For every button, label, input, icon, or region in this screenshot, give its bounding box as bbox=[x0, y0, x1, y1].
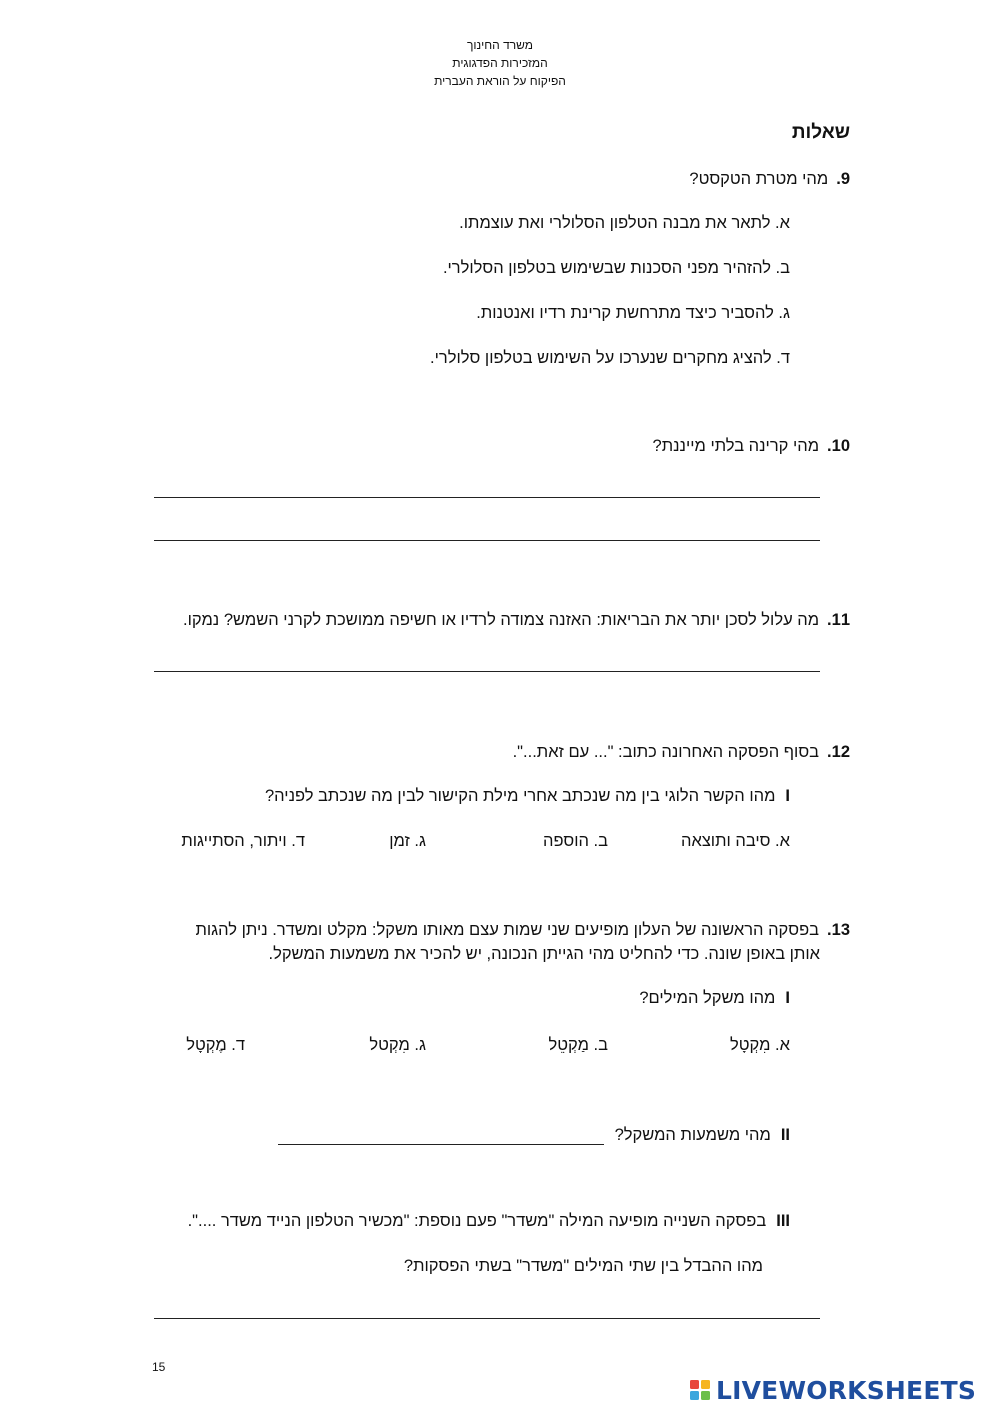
question-12-option-a[interactable]: א. סיבה ותוצאה bbox=[681, 832, 790, 850]
question-9 bbox=[689, 170, 850, 189]
question-13-option-d[interactable]: ד. מֶקְטָל bbox=[186, 1036, 245, 1054]
question-11-number: 11. bbox=[827, 611, 850, 629]
question-12-text: בסוף הפסקה האחרונה כתוב: "... עם זאת...". bbox=[512, 743, 820, 761]
liveworksheets-logo bbox=[690, 1374, 990, 1406]
question-13-option-b[interactable]: ב. מַקְטֵל bbox=[548, 1036, 608, 1054]
header-ministry: משרד החינוך bbox=[466, 38, 534, 52]
question-10-text: מהי קרינה בלתי מייננת? bbox=[652, 437, 820, 455]
question-13-text-line-1: בפסקה הראשונה של העלון מופיעים שני שמות עצם מאותו משקל: מקלט ומשדר. ניתן להגות bbox=[195, 921, 820, 939]
page-number: 15 bbox=[152, 1360, 166, 1374]
logo-block-1 bbox=[690, 1380, 699, 1389]
question-9-number: 9. bbox=[836, 170, 850, 188]
question-10-answer-line-1[interactable] bbox=[154, 479, 820, 498]
question-9-option-d[interactable]: ד. להציג מחקרים שנערכו על השימוש בטלפון סלולרי. bbox=[430, 349, 790, 367]
question-12-part-i-number: I bbox=[785, 787, 790, 805]
question-13-part-iii bbox=[188, 1212, 790, 1231]
question-12-number: 12. bbox=[827, 743, 850, 761]
question-12-option-b[interactable]: ב. הוספה bbox=[543, 832, 608, 850]
question-9-option-a[interactable]: א. לתאר את מבנה הטלפון הסלולרי ואת עוצמתו. bbox=[459, 214, 790, 232]
question-13-part-i-number: I bbox=[785, 989, 790, 1007]
question-13-number: 13. bbox=[827, 921, 850, 939]
question-13-part-ii-number: II bbox=[780, 1126, 790, 1144]
question-13-part-iii-text: בפסקה השנייה מופיעה המילה "משדר" פעם נוספת: "מכשיר הטלפון הנייד משדר ....". bbox=[187, 1212, 767, 1230]
question-11-answer-line[interactable] bbox=[154, 653, 820, 672]
question-12-part-i-text: מהו הקשר הלוגי בין מה שנכתב אחרי מילת הקישור לבין מה שנכתב לפניה? bbox=[264, 787, 776, 805]
question-13-option-a[interactable]: א. מִקְטָל bbox=[730, 1036, 790, 1054]
question-12-part-i bbox=[265, 787, 790, 806]
question-13 bbox=[196, 921, 851, 940]
question-11-text: מה עלול לסכן יותר את הבריאות: האזנה צמודה לרדיו או חשיפה ממושכת לקרני השמש? נמקו. bbox=[183, 611, 820, 629]
question-13-part-iii-answer-line[interactable] bbox=[154, 1300, 820, 1319]
question-10 bbox=[653, 437, 850, 456]
question-13-part-iii-number: III bbox=[776, 1212, 790, 1230]
logo-block-3 bbox=[690, 1391, 699, 1400]
question-13-part-ii bbox=[615, 1126, 790, 1145]
logo-blocks-icon bbox=[690, 1380, 710, 1400]
question-13-part-ii-text: מהי משמעות המשקל? bbox=[614, 1126, 771, 1144]
question-13-part-iii-question: מהו ההבדל בין שתי המילים "משדר" בשתי הפסקות? bbox=[403, 1257, 763, 1275]
question-10-answer-line-2[interactable] bbox=[154, 522, 820, 541]
question-13-part-ii-answer-line[interactable] bbox=[278, 1126, 604, 1145]
question-13-option-c[interactable]: ג. מִקְטל bbox=[369, 1036, 426, 1054]
question-12 bbox=[513, 743, 850, 762]
question-12-option-d[interactable]: ד. ויתור, הסתייגות bbox=[181, 832, 305, 850]
question-9-option-c[interactable]: ג. להסביר כיצד מתרחשת קרינת רדיו ואנטנות. bbox=[476, 304, 790, 322]
question-10-number: 10. bbox=[827, 437, 850, 455]
section-title: שאלות bbox=[791, 122, 850, 143]
logo-block-2 bbox=[701, 1380, 710, 1389]
question-12-option-c[interactable]: ג. זמן bbox=[389, 832, 426, 850]
header-supervision: הפיקוח על הוראת העברית bbox=[434, 74, 566, 88]
question-13-text-line-2: אותן באופן שונה. כדי להחליט מהי הגייתן הנכונה, יש להכיר את משמעות המשקל. bbox=[268, 945, 820, 963]
question-13-part-i bbox=[639, 989, 790, 1008]
logo-text: LIVEWORKSHEETS bbox=[716, 1375, 977, 1405]
question-11 bbox=[183, 611, 850, 630]
question-9-option-b[interactable]: ב. להזהיר מפני הסכנות שבשימוש בטלפון הסלולרי. bbox=[442, 259, 790, 277]
header-secretariat: המזכירות הפדגוגית bbox=[452, 56, 548, 70]
question-9-text: מהי מטרת הטקסט? bbox=[689, 170, 829, 188]
question-13-part-i-text: מהו משקל המילים? bbox=[639, 989, 776, 1007]
logo-block-4 bbox=[701, 1391, 710, 1400]
document-header bbox=[0, 36, 1000, 90]
